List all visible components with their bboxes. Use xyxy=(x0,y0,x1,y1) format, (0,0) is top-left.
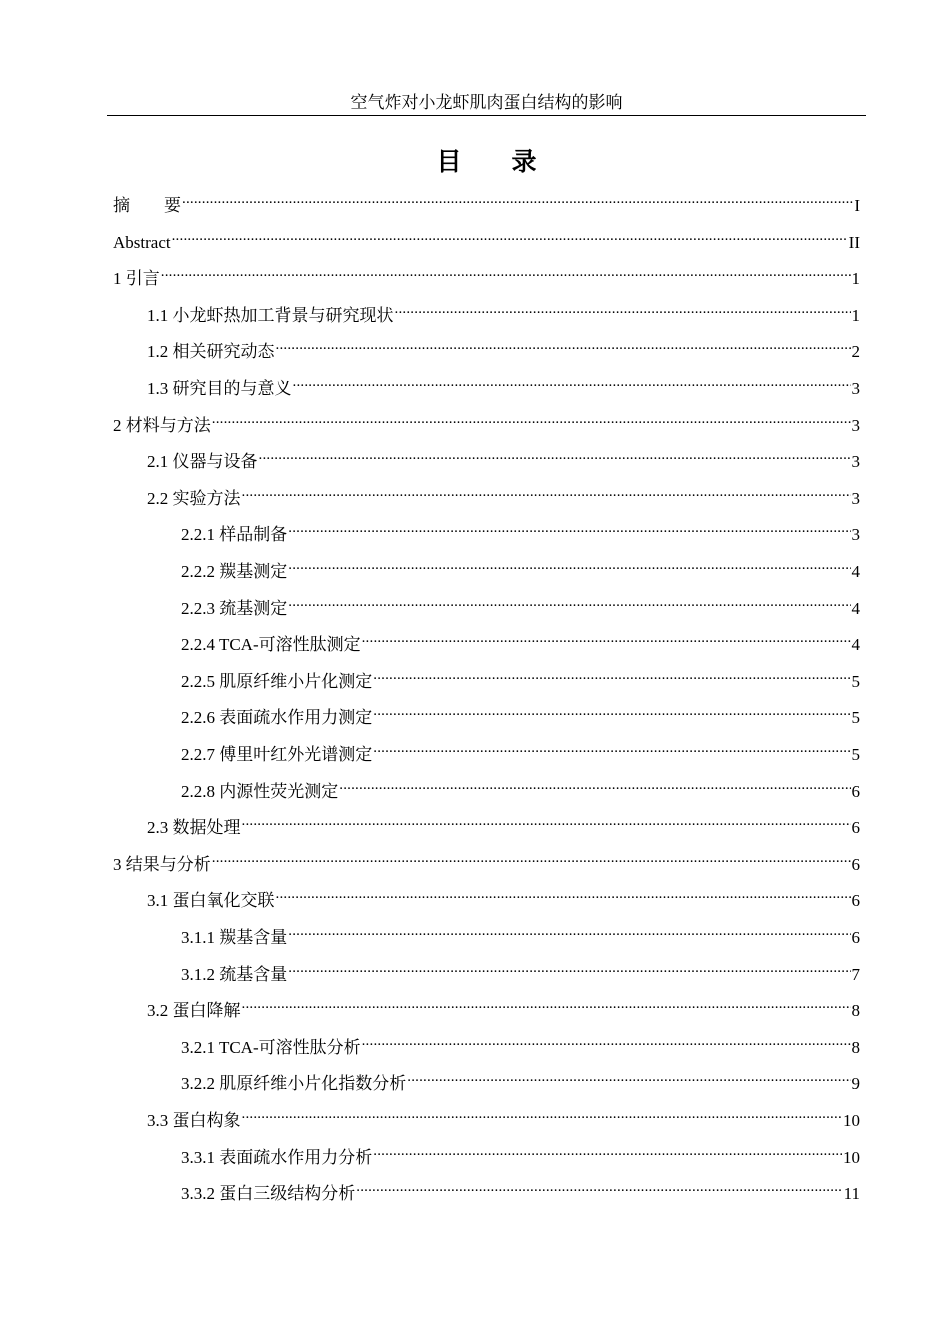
toc-entry[interactable] xyxy=(181,956,860,984)
toc-dot-leader xyxy=(293,370,851,394)
toc-dot-leader xyxy=(242,992,851,1016)
toc-dot-leader xyxy=(276,333,851,357)
toc-entry-page-number: 3 xyxy=(851,489,860,508)
toc-entry-page-number: 2 xyxy=(851,342,860,361)
toc-entry-label: 2.2.2 羰基测定 xyxy=(181,562,288,581)
toc-entry-label: 1.2 相关研究动态 xyxy=(147,342,275,361)
toc-entry-page-number: I xyxy=(854,196,860,215)
toc-entry[interactable] xyxy=(113,846,860,874)
toc-entry-page-number: 6 xyxy=(851,782,860,801)
toc-dot-leader xyxy=(362,1029,851,1053)
toc-entry-page-number: 3 xyxy=(851,525,860,544)
toc-entry-page-number: II xyxy=(848,233,860,252)
toc-entry[interactable] xyxy=(181,1065,860,1093)
toc-entry-page-number: 3 xyxy=(851,416,860,435)
toc-entry-page-number: 5 xyxy=(851,708,860,727)
toc-entry-page-number: 5 xyxy=(851,672,860,691)
toc-entry-page-number: 1 xyxy=(851,306,860,325)
toc-entry-label: 2.2 实验方法 xyxy=(147,489,241,508)
toc-entry-label: 2.2.3 巯基测定 xyxy=(181,599,288,618)
toc-dot-leader xyxy=(362,626,851,650)
toc-entry[interactable] xyxy=(181,626,860,654)
toc-entry-page-number: 4 xyxy=(851,599,860,618)
toc-entry-label: 3.2.1 TCA-可溶性肽分析 xyxy=(181,1038,361,1057)
toc-entry-page-number: 7 xyxy=(851,965,860,984)
toc-entry-label: 2.2.1 样品制备 xyxy=(181,525,288,544)
toc-dot-leader xyxy=(259,443,851,467)
toc-entry-page-number: 8 xyxy=(851,1001,860,1020)
toc-dot-leader xyxy=(242,480,851,504)
toc-entry[interactable] xyxy=(113,407,860,435)
toc-entry[interactable] xyxy=(181,1029,860,1057)
toc-dot-leader xyxy=(212,407,851,431)
toc-entry-label: 3.3 蛋白构象 xyxy=(147,1111,241,1130)
toc-entry-label: 2 材料与方法 xyxy=(113,416,211,435)
toc-entry-label: 3.2.2 肌原纤维小片化指数分析 xyxy=(181,1074,407,1093)
toc-entry[interactable] xyxy=(147,480,860,508)
toc-dot-leader xyxy=(288,553,850,577)
toc-entry-page-number: 6 xyxy=(851,891,860,910)
toc-entry[interactable] xyxy=(181,553,860,581)
toc-dot-leader xyxy=(373,736,850,760)
toc-entry[interactable] xyxy=(147,1102,860,1130)
toc-entry[interactable] xyxy=(181,1139,860,1167)
toc-entry-label: 2.3 数据处理 xyxy=(147,818,241,837)
toc-dot-leader xyxy=(288,516,850,540)
toc-entry[interactable] xyxy=(147,333,860,361)
toc-entry[interactable] xyxy=(147,443,860,471)
toc-dot-leader xyxy=(276,882,851,906)
toc-entry[interactable] xyxy=(181,699,860,727)
toc-dot-leader xyxy=(161,260,851,284)
toc-entry-label: 3.3.1 表面疏水作用力分析 xyxy=(181,1148,373,1167)
toc-entry-page-number: 4 xyxy=(851,562,860,581)
toc-dot-leader xyxy=(288,590,850,614)
toc-entry-label: 3.2 蛋白降解 xyxy=(147,1001,241,1020)
toc-dot-leader xyxy=(339,773,850,797)
toc-entry-page-number: 4 xyxy=(851,635,860,654)
toc-entry-page-number: 10 xyxy=(843,1111,860,1130)
toc-entry[interactable] xyxy=(147,882,860,910)
toc-entry[interactable] xyxy=(181,663,860,691)
toc-entry-page-number: 9 xyxy=(851,1074,860,1093)
toc-entry-page-number: 10 xyxy=(843,1148,860,1167)
toc-dot-leader xyxy=(288,956,850,980)
toc-entry-label: Abstract xyxy=(113,233,171,252)
toc-entry-page-number: 8 xyxy=(851,1038,860,1057)
toc-entry-label: 2.1 仪器与设备 xyxy=(147,452,258,471)
toc-entry-label: 3.3.2 蛋白三级结构分析 xyxy=(181,1184,356,1203)
toc-entry[interactable] xyxy=(181,736,860,764)
toc-dot-leader xyxy=(373,1139,842,1163)
toc-dot-leader xyxy=(182,187,853,211)
toc-entry-label: 2.2.6 表面疏水作用力测定 xyxy=(181,708,373,727)
toc-entry-page-number: 6 xyxy=(851,818,860,837)
toc-dot-leader xyxy=(356,1175,842,1199)
toc-entry[interactable] xyxy=(147,370,860,398)
toc-entry[interactable] xyxy=(181,773,860,801)
toc-entry[interactable] xyxy=(181,516,860,544)
toc-entry-page-number: 5 xyxy=(851,745,860,764)
toc-entry[interactable] xyxy=(113,224,860,252)
toc-dot-leader xyxy=(373,699,850,723)
toc-entry-label: 2.2.4 TCA-可溶性肽测定 xyxy=(181,635,361,654)
toc-entry-page-number: 6 xyxy=(851,855,860,874)
toc-entry-page-number: 3 xyxy=(851,452,860,471)
toc-entry-label: 2.2.8 内源性荧光测定 xyxy=(181,782,339,801)
toc-entry-label: 3.1 蛋白氧化交联 xyxy=(147,891,275,910)
toc-entry[interactable] xyxy=(147,992,860,1020)
toc-entry-label: 摘 要 xyxy=(113,196,181,215)
toc-dot-leader xyxy=(212,846,851,870)
toc-entry[interactable] xyxy=(147,809,860,837)
toc-entry-page-number: 11 xyxy=(843,1184,860,1203)
toc-entry[interactable] xyxy=(181,590,860,618)
toc-entry-page-number: 1 xyxy=(851,269,860,288)
toc-entry-label: 1.3 研究目的与意义 xyxy=(147,379,292,398)
toc-entry-page-number: 3 xyxy=(851,379,860,398)
toc-entry-label: 3.1.2 巯基含量 xyxy=(181,965,288,984)
toc-dot-leader xyxy=(288,919,850,943)
toc-entry[interactable] xyxy=(181,919,860,947)
toc-entry-label: 2.2.5 肌原纤维小片化测定 xyxy=(181,672,373,691)
toc-dot-leader xyxy=(395,297,851,321)
toc-entry-label: 1.1 小龙虾热加工背景与研究现状 xyxy=(147,306,394,325)
toc-dot-leader xyxy=(242,809,851,833)
toc-dot-leader xyxy=(373,663,850,687)
toc-entry[interactable] xyxy=(113,260,860,288)
toc-entry[interactable] xyxy=(147,297,860,325)
toc-entry-label: 1 引言 xyxy=(113,269,160,288)
toc-dot-leader xyxy=(407,1065,850,1089)
toc-entry[interactable] xyxy=(181,1175,860,1203)
toc-entry-label: 2.2.7 傅里叶红外光谱测定 xyxy=(181,745,373,764)
toc-dot-leader xyxy=(172,224,848,248)
running-header: 空气炸对小龙虾肌肉蛋白结构的影响 xyxy=(350,93,623,112)
toc-entry[interactable] xyxy=(113,187,860,215)
toc-entry-page-number: 6 xyxy=(851,928,860,947)
toc-entry-label: 3 结果与分析 xyxy=(113,855,211,874)
toc-title: 目 录 xyxy=(436,149,537,176)
toc-dot-leader xyxy=(242,1102,843,1126)
toc-entry-label: 3.1.1 羰基含量 xyxy=(181,928,288,947)
